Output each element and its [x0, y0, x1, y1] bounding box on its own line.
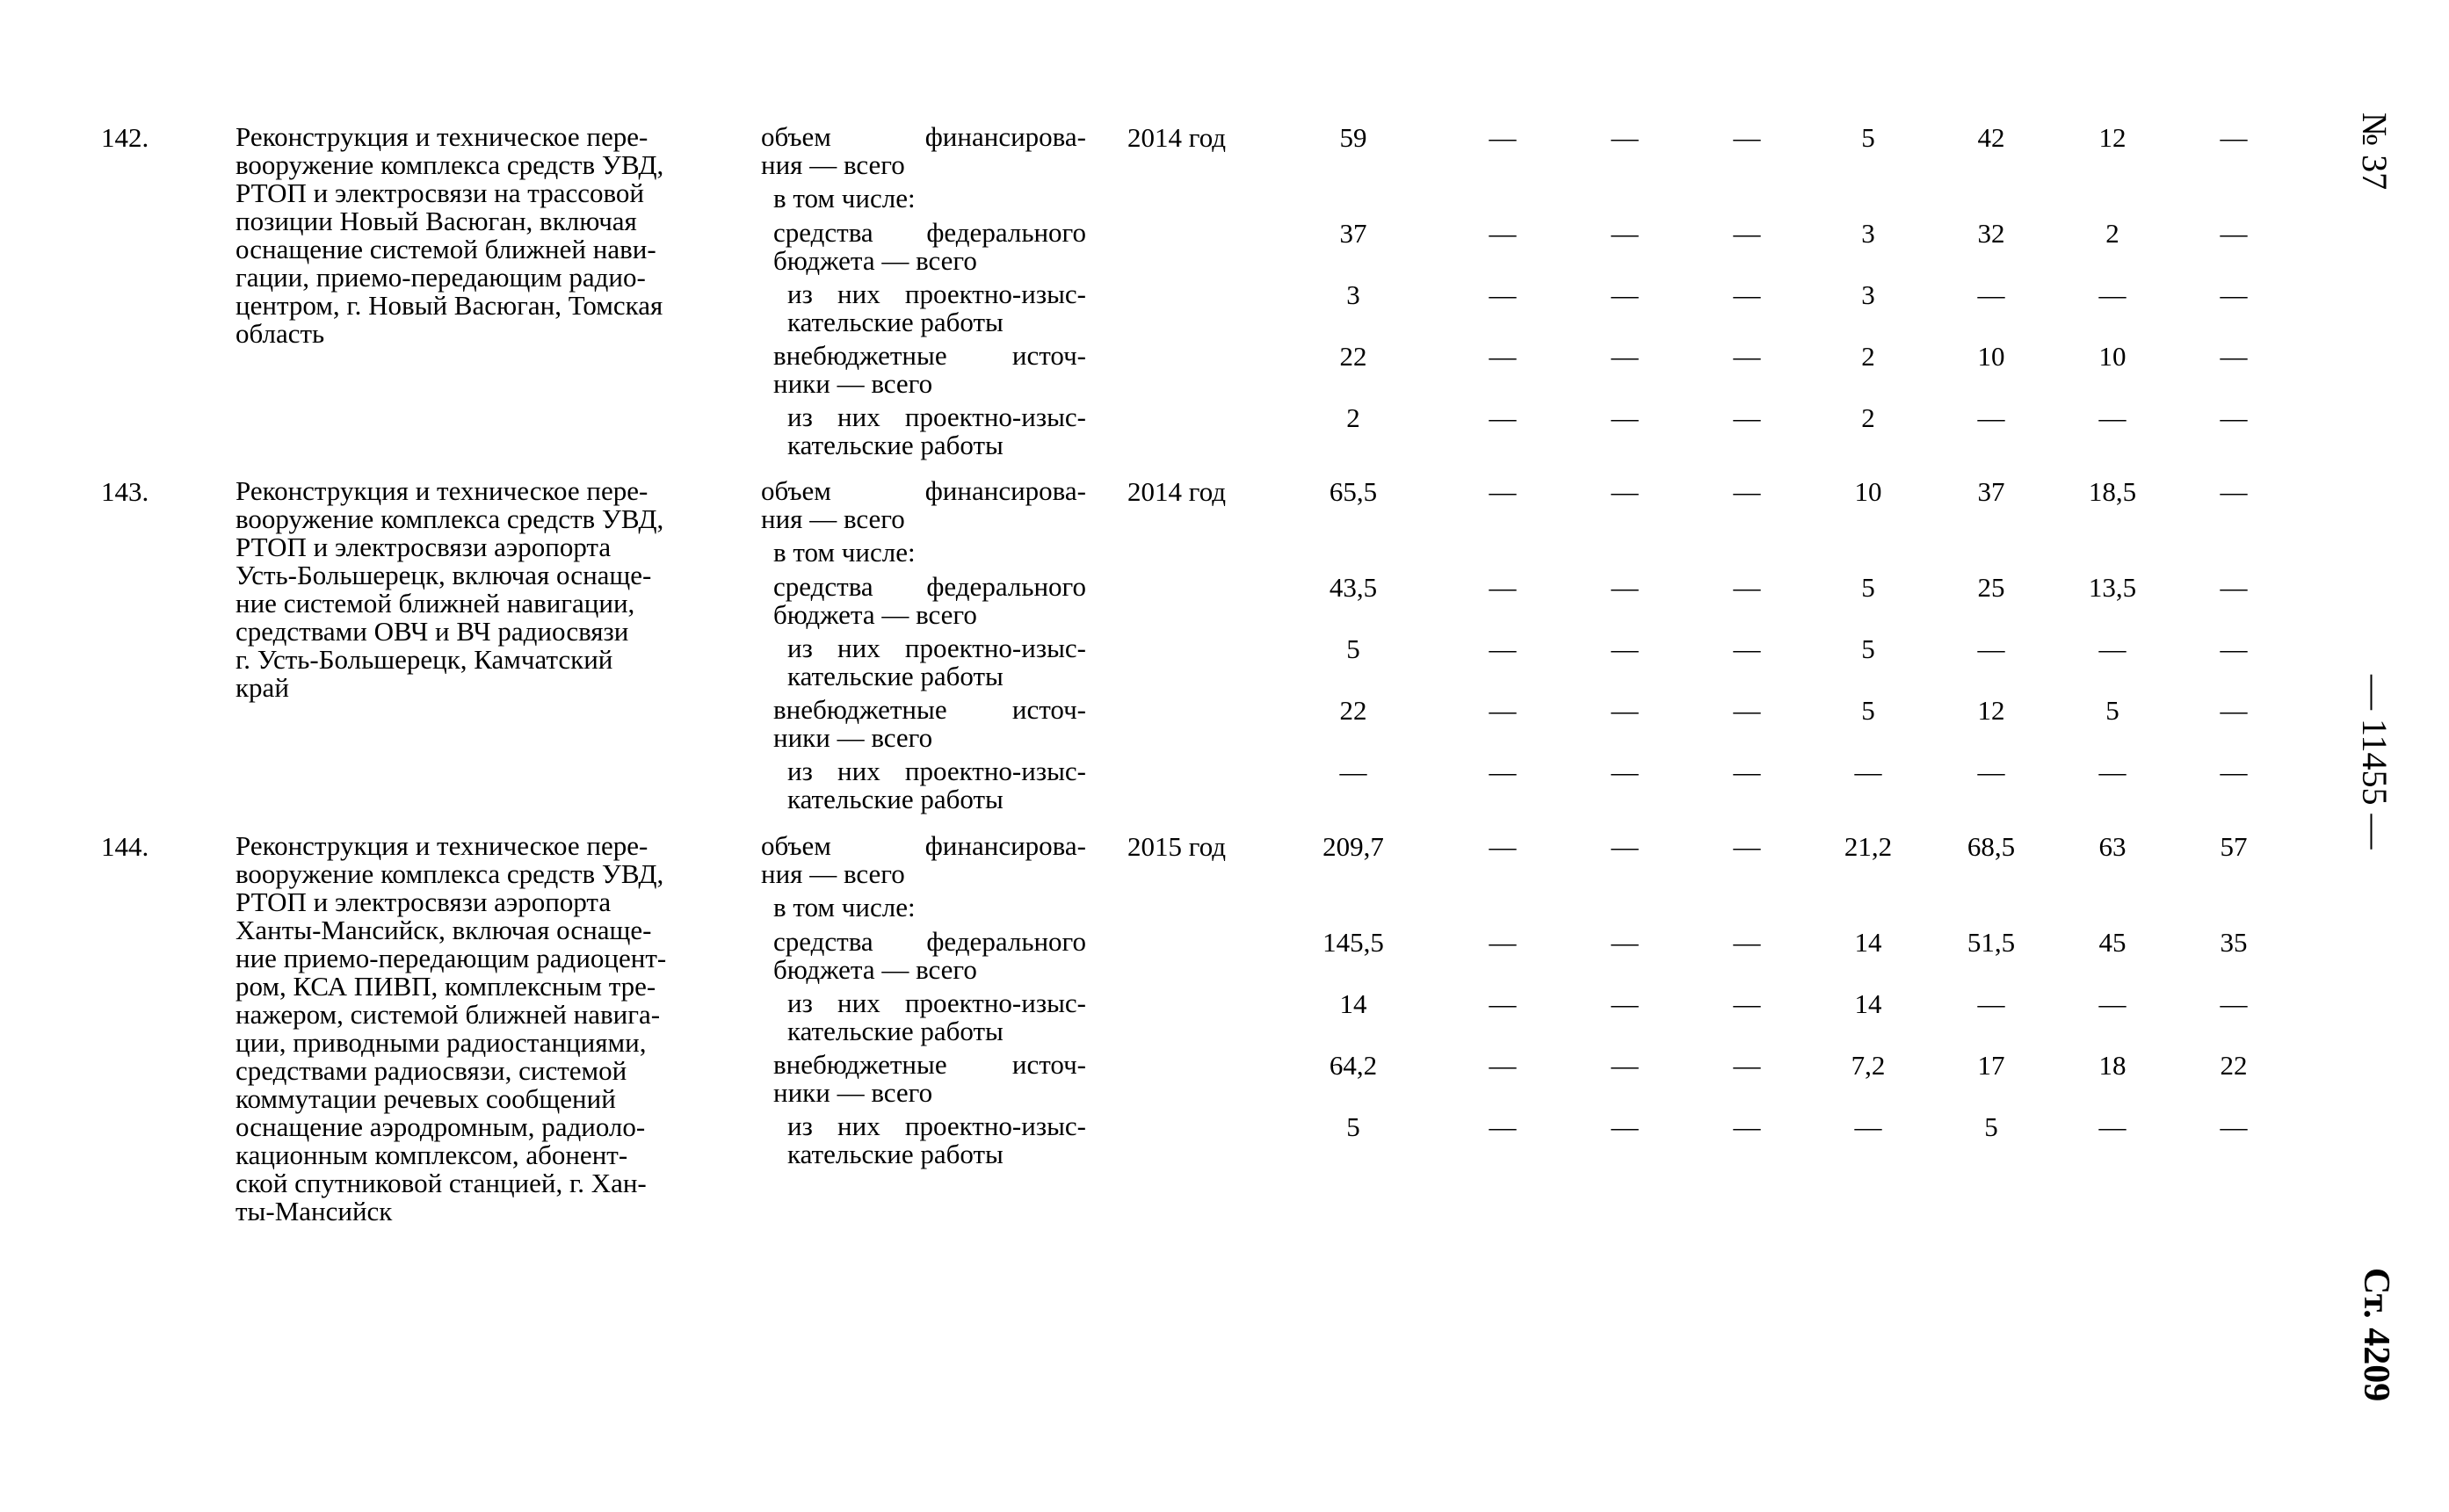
funding-row-federal [0, 219, 2285, 280]
value-cell: 2 [2105, 218, 2119, 249]
row-label: из них проектно-изыс- кательские работы [787, 402, 1086, 460]
value-cell: — [2220, 756, 2248, 787]
value-cell: 3 [1861, 218, 1875, 249]
funding-row-federal [0, 573, 2285, 634]
value-cell: — [1733, 341, 1761, 372]
value-cell: 45 [2098, 927, 2127, 958]
value-cell: — [1977, 279, 2005, 310]
value-cell: — [1733, 122, 1761, 153]
value-cell: 2 [1861, 402, 1875, 433]
value-cell: 18,5 [2088, 476, 2137, 507]
row-label: средства федерального бюджета — всего [773, 926, 1086, 985]
funding-row-extrabudget-design [0, 757, 2285, 819]
value-cell: — [1611, 1050, 1639, 1081]
value-cell: — [1489, 633, 1517, 664]
value-cell: — [1489, 122, 1517, 153]
value-cell: 17 [1977, 1050, 2005, 1081]
value-cell: — [1611, 1111, 1639, 1142]
value-cell: — [1977, 988, 2005, 1019]
value-cell: 7,2 [1851, 1050, 1886, 1081]
page-code: — 11455 — [2355, 675, 2395, 850]
value-cell: — [1733, 402, 1761, 433]
funding-row-extrabudget [0, 1051, 2285, 1112]
value-cell: — [1733, 756, 1761, 787]
value-cell: 51,5 [1967, 927, 2016, 958]
value-cell: — [2220, 476, 2248, 507]
entry-number: 144. [101, 831, 149, 862]
row-label: из них проектно-изыс- кательские работы [787, 756, 1086, 814]
value-cell: — [1733, 695, 1761, 726]
value-cell: 64,2 [1329, 1050, 1378, 1081]
value-cell: — [2220, 279, 2248, 310]
value-cell: 10 [1854, 476, 1882, 507]
value-cell: 10 [1977, 341, 2005, 372]
funding-row-total [0, 477, 2285, 539]
value-cell: — [2220, 1111, 2248, 1142]
funding-row-federal-design [0, 989, 2285, 1051]
value-cell: — [2098, 633, 2127, 664]
value-cell: — [2220, 218, 2248, 249]
value-cell: — [1733, 927, 1761, 958]
value-cell: 2 [1346, 402, 1360, 433]
value-cell: — [2098, 279, 2127, 310]
value-cell: — [1611, 476, 1639, 507]
value-cell: 37 [1977, 476, 2005, 507]
value-cell: — [1489, 695, 1517, 726]
row-label: из них проектно-изыс- кательские работы [787, 633, 1086, 691]
value-cell: 209,7 [1322, 831, 1384, 862]
funding-row-total [0, 832, 2285, 893]
value-cell: 59 [1339, 122, 1367, 153]
row-label: внебюджетные источ- ники — всего [773, 340, 1086, 399]
value-cell: — [1733, 476, 1761, 507]
entry-number: 143. [101, 476, 149, 507]
value-cell: 22 [1339, 695, 1367, 726]
value-cell: 14 [1339, 988, 1367, 1019]
value-cell: 35 [2220, 927, 2248, 958]
entry-year: 2014 год [1127, 476, 1227, 507]
value-cell: — [2220, 341, 2248, 372]
value-cell: 43,5 [1329, 572, 1378, 603]
value-cell: — [1489, 756, 1517, 787]
value-cell: — [1489, 988, 1517, 1019]
value-cell: — [1611, 341, 1639, 372]
value-cell: — [1489, 218, 1517, 249]
row-label: в том числе: [773, 537, 916, 568]
value-cell: 32 [1977, 218, 2005, 249]
value-cell: — [1733, 572, 1761, 603]
value-cell: 65,5 [1329, 476, 1378, 507]
value-cell: 5 [1861, 572, 1875, 603]
row-label: объем финансирова- ния — всего [761, 475, 1086, 534]
value-cell: — [1611, 756, 1639, 787]
funding-row-total [0, 123, 2285, 184]
value-cell: 12 [2098, 122, 2127, 153]
value-cell: — [1489, 279, 1517, 310]
funding-row-extrabudget [0, 342, 2285, 403]
value-cell: — [2220, 695, 2248, 726]
value-cell: — [2098, 756, 2127, 787]
value-cell: — [1977, 633, 2005, 664]
row-label: объем финансирова- ния — всего [761, 121, 1086, 180]
row-label: внебюджетные источ- ники — всего [773, 694, 1086, 753]
value-cell: — [1489, 927, 1517, 958]
funding-row-federal-design [0, 634, 2285, 696]
value-cell: 3 [1861, 279, 1875, 310]
value-cell: — [2220, 122, 2248, 153]
value-cell: 2 [1861, 341, 1875, 372]
row-label: из них проектно-изыс- кательские работы [787, 988, 1086, 1046]
value-cell: — [1339, 756, 1367, 787]
value-cell: 10 [2098, 341, 2127, 372]
value-cell: — [1611, 218, 1639, 249]
value-cell: 22 [1339, 341, 1367, 372]
value-cell: — [1611, 831, 1639, 862]
value-cell: — [1489, 831, 1517, 862]
entry-description: Реконструкция и техническое пере- вооружение комплекса средств УВД, РТОП и электросвязи аэропорта Ханты-Мансийск, включая оснаще- ние приемо-передающим радиоцент- ром, КСА ПИВП, комплексным тре- нажером, системой ближней навига- ции, приводными радиостанциями, средствами радиосвязи, системой коммутации речевых сообщений оснащение аэродромным, радиоло- кационным комплексом, абонент- ской спутниковой станцией, г. Хан- ты-Мансийск [235, 830, 667, 1226]
issue-number: № 37 [2355, 112, 2395, 191]
value-cell: 63 [2098, 831, 2127, 862]
value-cell: — [1489, 341, 1517, 372]
funding-row-federal-design [0, 280, 2285, 342]
entry-year: 2015 год [1127, 831, 1227, 862]
entry-number: 142. [101, 122, 149, 153]
value-cell: — [1489, 572, 1517, 603]
value-cell: — [1611, 927, 1639, 958]
row-label: средства федерального бюджета — всего [773, 571, 1086, 630]
value-cell: — [2220, 633, 2248, 664]
entry-description: Реконструкция и техническое пере- вооружение комплекса средств УВД, РТОП и электросвязи аэропорта Усть-Большерецк, включая оснаще- ние системой ближней навигации, средствами ОВЧ и ВЧ радиосвязи г. Усть-Большерецк, Камчатский край [235, 475, 664, 703]
value-cell: 21,2 [1844, 831, 1893, 862]
value-cell: — [1854, 1111, 1882, 1142]
value-cell: — [1977, 402, 2005, 433]
value-cell: 5 [1861, 633, 1875, 664]
value-cell: — [1733, 1111, 1761, 1142]
value-cell: — [2098, 1111, 2127, 1142]
funding-row-federal [0, 928, 2285, 989]
value-cell: 5 [1984, 1111, 1998, 1142]
value-cell: 5 [1861, 122, 1875, 153]
value-cell: 14 [1854, 988, 1882, 1019]
value-cell: — [1611, 633, 1639, 664]
value-cell: 22 [2220, 1050, 2248, 1081]
value-cell: 5 [2105, 695, 2119, 726]
value-cell: 3 [1346, 279, 1360, 310]
row-label: из них проектно-изыс- кательские работы [787, 279, 1086, 337]
value-cell: 68,5 [1967, 831, 2016, 862]
row-label: внебюджетные источ- ники — всего [773, 1049, 1086, 1108]
row-label: в том числе: [773, 892, 916, 922]
value-cell: — [1611, 988, 1639, 1019]
value-cell: 57 [2220, 831, 2248, 862]
value-cell: — [1611, 402, 1639, 433]
value-cell: 5 [1346, 1111, 1360, 1142]
value-cell: — [1489, 1111, 1517, 1142]
value-cell: — [1489, 402, 1517, 433]
value-cell: — [1489, 1050, 1517, 1081]
value-cell: — [1611, 572, 1639, 603]
value-cell: — [1733, 279, 1761, 310]
value-cell: — [2220, 988, 2248, 1019]
value-cell: 14 [1854, 927, 1882, 958]
value-cell: — [1733, 1050, 1761, 1081]
value-cell: 13,5 [2088, 572, 2137, 603]
value-cell: 18 [2098, 1050, 2127, 1081]
value-cell: — [1733, 831, 1761, 862]
value-cell: — [2220, 572, 2248, 603]
value-cell: — [1611, 279, 1639, 310]
value-cell: — [1611, 695, 1639, 726]
value-cell: 42 [1977, 122, 2005, 153]
value-cell: — [1733, 218, 1761, 249]
funding-row-extrabudget [0, 696, 2285, 757]
value-cell: — [2098, 988, 2127, 1019]
funding-row-extrabudget-design [0, 1112, 2285, 1174]
value-cell: — [1733, 633, 1761, 664]
value-cell: 12 [1977, 695, 2005, 726]
value-cell: — [1489, 476, 1517, 507]
value-cell: — [1611, 122, 1639, 153]
funding-row-extrabudget-design [0, 403, 2285, 465]
value-cell: 145,5 [1322, 927, 1384, 958]
value-cell: — [2098, 402, 2127, 433]
value-cell: 5 [1861, 695, 1875, 726]
value-cell: — [1977, 756, 2005, 787]
value-cell: 5 [1346, 633, 1360, 664]
value-cell: — [1854, 756, 1882, 787]
entry-year: 2014 год [1127, 122, 1227, 153]
row-label: средства федерального бюджета — всего [773, 217, 1086, 276]
entry-description: Реконструкция и техническое пере- вооружение комплекса средств УВД, РТОП и электросвязи на трассовой позиции Новый Васюган, включая оснащение системой ближней нави- гации, приемо-передающим радио- центром, г. Новый Васюган, Томская область [235, 121, 664, 349]
row-label: из них проектно-изыс- кательские работы [787, 1110, 1086, 1169]
value-cell: 25 [1977, 572, 2005, 603]
value-cell: 37 [1339, 218, 1367, 249]
value-cell: — [2220, 402, 2248, 433]
row-label: в том числе: [773, 183, 916, 213]
row-label: объем финансирова- ния — всего [761, 830, 1086, 889]
value-cell: — [1733, 988, 1761, 1019]
page-number: Ст. 4209 [2356, 1268, 2396, 1402]
